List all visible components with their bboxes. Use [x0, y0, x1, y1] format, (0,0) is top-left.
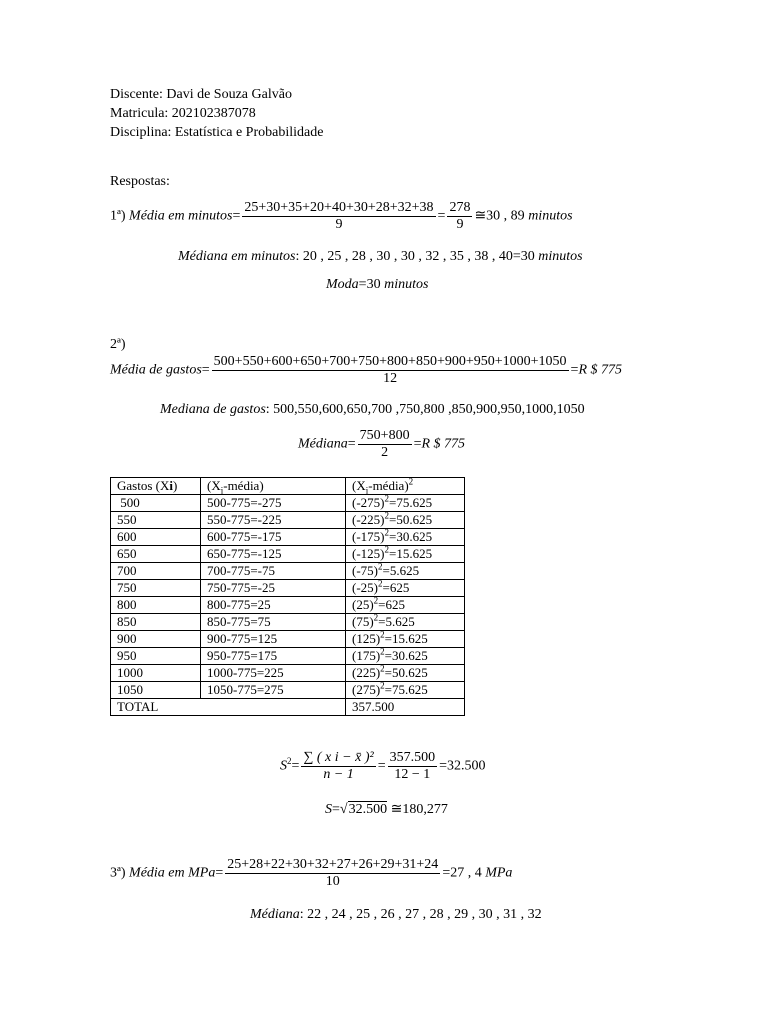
cell-deviation: 1000-775=225 [201, 665, 346, 682]
cell-deviation: 800-775=25 [201, 597, 346, 614]
q3-number: 3ª) [110, 865, 126, 881]
cell-squared: $(125)^2=15.625$ [346, 631, 465, 648]
squared-value: =75.625 [384, 682, 428, 697]
q3-mean-fraction [225, 857, 440, 890]
cell-deviation: 1050-775=275 [201, 682, 346, 699]
q1-median-label: Médiana em minutos [178, 249, 296, 264]
cell-deviation: 600-775=-175 [201, 529, 346, 546]
table-row [111, 512, 465, 529]
squared-base: (-25) [352, 580, 378, 595]
cell-gasto: 1000 [111, 665, 201, 682]
q3-mean-result: =27 , 4 [442, 865, 482, 881]
q1-median-unit: minutos [538, 249, 583, 264]
q1-median-equation [178, 247, 583, 267]
q2-median-values: : 500,550,600,650,700 ,750,800 ,850,900,950,1000,1050 [265, 402, 585, 417]
total-value: 357.500 [346, 699, 465, 716]
table-row [111, 665, 465, 682]
cell-deviation: 500-775=-275 [201, 495, 346, 512]
squared-base: (-225) [352, 512, 385, 527]
squared-value: =50.625 [389, 512, 433, 527]
squared-value: =30.625 [389, 529, 433, 544]
q1-mean-denominator-2: 9 [456, 217, 464, 232]
cell-deviation: 750-775=-25 [201, 580, 346, 597]
cell-squared: $(-25)^2=625$ [346, 580, 465, 597]
table-row [111, 614, 465, 631]
squared-value: =15.625 [389, 546, 433, 561]
cell-gasto: 500 [111, 495, 201, 512]
q3-median-label: Médiana [250, 907, 300, 922]
squared-base: (275) [352, 682, 381, 697]
variance-equation: $S^2=$ $\frac{\text{∑ ( x i − x̄ )²}}{n - 1}$ = $\frac{357.500}{12 - 1}$ =32.500 [280, 750, 486, 782]
squared-value: =5.625 [382, 563, 420, 578]
header-deviation: $(X_i-média)$ [201, 478, 346, 495]
table-row [111, 580, 465, 597]
cell-squared: $(175)^2=30.625$ [346, 648, 465, 665]
squared-value: =625 [382, 580, 410, 595]
variance-value-denominator: 12 − 1 [394, 767, 431, 782]
total-label: TOTAL [111, 699, 346, 716]
std-dev-equation: S=√32.500 ≅180,277 [325, 802, 448, 817]
table-row [111, 495, 465, 512]
q1-mean-fraction-2 [447, 200, 472, 233]
variance-sum-numerator: ∑ ( x i − x̄ )² [303, 750, 374, 765]
squared-value: =15.625 [384, 631, 428, 646]
squared-base: (75) [352, 614, 374, 629]
cell-squared: $(-225)^2=50.625$ [346, 512, 465, 529]
variance-result: =32.500 [439, 758, 486, 774]
cell-deviation: 550-775=-225 [201, 512, 346, 529]
cell-squared: $(-175)^2=30.625$ [346, 529, 465, 546]
q1-mean-unit: minutos [528, 208, 573, 224]
cell-gasto: 850 [111, 614, 201, 631]
std-dev-radicand: 32.500 [348, 802, 388, 817]
header-squared-deviation: $(X_i-média)^2$ [346, 478, 465, 495]
q2-median2-label: Médiana [298, 436, 348, 452]
q1-median-result: =30 [512, 249, 535, 264]
cell-squared: $(-75)^2=5.625$ [346, 563, 465, 580]
q3-mean-label: Média em MPa [129, 865, 216, 881]
q1-number: 1ª) [110, 208, 126, 224]
cell-deviation: 900-775=125 [201, 631, 346, 648]
q2-mean-result: R $ 775 [578, 362, 622, 378]
cell-gasto: 950 [111, 648, 201, 665]
q3-mean-denominator: 10 [325, 874, 340, 889]
q2-mean-equation: Média de gastos= $\frac{500+550+600+650+700+750+800+850+900+950+1000+1050}{12}$ =R $ 775 [110, 354, 622, 386]
table-header-row [111, 478, 465, 495]
cell-squared: $(25)^2=625$ [346, 597, 465, 614]
table-total-row [111, 699, 465, 716]
q2-median-label: Mediana de gastos [160, 402, 266, 417]
cell-squared: $(-125)^2=15.625$ [346, 546, 465, 563]
q2-median-numerator: 750+800 [359, 428, 410, 443]
q3-mean-unit: MPa [485, 865, 513, 881]
table-row [111, 631, 465, 648]
q2-median2-result: R $ 775 [421, 436, 466, 452]
q2-mean-denominator: 12 [383, 371, 398, 386]
cell-gasto: 650 [111, 546, 201, 563]
q2-median-list [160, 400, 585, 420]
q3-median-list [250, 905, 542, 925]
table-row [111, 529, 465, 546]
cell-squared: $(225)^2=50.625$ [346, 665, 465, 682]
q1-mean-equation: 1ª) Média em minutos= $\frac{25+30+35+20+40+30+28+32+38}{9}$ = $\frac{278}{9}$ ≅30 , 89 minutos [110, 200, 573, 232]
cell-squared: $(75)^2=5.625$ [346, 614, 465, 631]
squared-base: (175) [352, 648, 381, 663]
q3-mean-numerator: 25+28+22+30+32+27+26+29+31+24 [227, 857, 439, 872]
cell-gasto: 550 [111, 512, 201, 529]
q3-median-values: : 22 , 24 , 25 , 26 , 27 , 28 , 29 , 30 , 31 , 32 [299, 907, 542, 922]
q1-mean-denominator: 9 [335, 217, 343, 232]
squared-base: (-275) [352, 495, 385, 510]
student-id: Matricula: 202102387078 [110, 106, 256, 121]
cell-squared: $(-275)^2=75.625$ [346, 495, 465, 512]
q1-mode-label: Moda [326, 277, 359, 292]
q1-mean-numerator: 25+30+35+20+40+30+28+32+38 [244, 200, 434, 215]
q2-median-equation: Médiana= $\frac{750+800}{2}$ =R $ 775 [298, 428, 466, 460]
squared-base: (25) [352, 597, 374, 612]
q2-mean-label: Média de gastos [110, 362, 202, 378]
squared-base: (-175) [352, 529, 385, 544]
q2-median-fraction [358, 428, 412, 461]
q2-mean-numerator: 500+550+600+650+700+750+800+850+900+950+1000+1050 [213, 354, 567, 369]
q1-mode-unit: minutos [384, 277, 429, 292]
variance-symbol: S [280, 758, 287, 774]
squared-value: =625 [378, 597, 406, 612]
squared-base: (-125) [352, 546, 385, 561]
variance-sum-denominator: n − 1 [323, 767, 354, 782]
squared-value: =75.625 [389, 495, 433, 510]
cell-gasto: 750 [111, 580, 201, 597]
cell-gasto: 800 [111, 597, 201, 614]
q1-mean-result: ≅30 , 89 [474, 208, 525, 224]
squared-base: (125) [352, 631, 381, 646]
table-row [111, 597, 465, 614]
cell-deviation: 700-775=-75 [201, 563, 346, 580]
sqrt-icon: √ [339, 802, 348, 817]
squared-value: =50.625 [384, 665, 428, 680]
squared-base: (-75) [352, 563, 378, 578]
q2-number: 2ª) [110, 337, 126, 352]
q2-median-denominator: 2 [381, 445, 389, 460]
squared-value: =5.625 [378, 614, 415, 629]
std-dev-symbol: S [325, 802, 332, 817]
std-dev-result: ≅180,277 [390, 802, 448, 817]
q1-mean-fraction [242, 200, 435, 233]
variance-value-numerator: 357.500 [389, 750, 436, 765]
cell-gasto: 700 [111, 563, 201, 580]
q1-median-values: : 20 , 25 , 28 , 30 , 30 , 32 , 35 , 38 , 40 [295, 249, 513, 264]
variance-value-fraction [388, 750, 438, 783]
q3-mean-equation: 3ª) Média em MPa= $\frac{25+28+22+30+32+27+26+29+31+24}{10}$ =27 , 4 MPa [110, 857, 513, 889]
variance-sum-fraction [301, 750, 375, 783]
cell-gasto: 1050 [111, 682, 201, 699]
table-row [111, 648, 465, 665]
answers-label: Respostas: [110, 174, 170, 189]
cell-gasto: 600 [111, 529, 201, 546]
course-name: Disciplina: Estatística e Probabilidade [110, 125, 324, 140]
squared-base: (225) [352, 665, 381, 680]
student-name: Discente: Davi de Souza Galvão [110, 87, 292, 102]
cell-deviation: 850-775=75 [201, 614, 346, 631]
cell-deviation: 950-775=175 [201, 648, 346, 665]
cell-deviation: 650-775=-125 [201, 546, 346, 563]
table-row [111, 563, 465, 580]
q1-mode-result: =30 [358, 277, 381, 292]
squared-value: =30.625 [384, 648, 428, 663]
table-row [111, 682, 465, 699]
cell-squared: $(275)^2=75.625$ [346, 682, 465, 699]
q1-mean-label: Média em minutos [129, 208, 233, 224]
deviation-table [110, 477, 465, 716]
cell-gasto: 900 [111, 631, 201, 648]
header-gastos: Gastos (Xi) [111, 478, 201, 495]
q2-mean-fraction [212, 354, 569, 387]
q1-mean-numerator-2: 278 [449, 200, 471, 215]
q1-mode-equation [326, 275, 428, 295]
table-row [111, 546, 465, 563]
